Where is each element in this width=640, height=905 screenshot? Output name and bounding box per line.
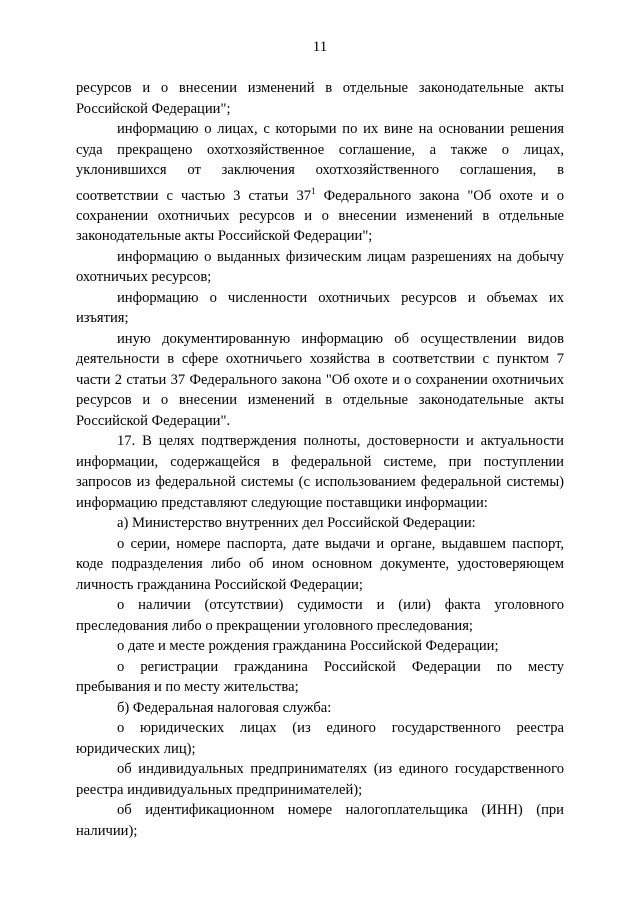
paragraph: о юридических лицах (из единого государственного реестра юридических лиц); [76,720,564,757]
paragraph: информацию о численности охотничьих ресурсов и объемах их изъятия; [76,289,564,327]
paragraph: иную документированную информацию об осуществлении видов деятельности в сфере охотничьего хозяйства в соответствии с пунктом 7 части 2 статьи 37 Федерального закона "Об охоте и о сохранении охотничьих ресурсов и о внесении изменений в отдельные законодательные акты Российской Федерации". [76,330,564,429]
paragraph: информацию о лицах, с которыми по их вине на основании решения суда прекращено охотхозяйственное соглашение, а также о лицах, уклонившихся от заключения охотхозяйственного соглашения, в соответствии с частью 3 статьи $37^1$ Федерального закона "Об охоте и о сохранении охотничьих ресурсов и о внесении изменений в отдельные законодательные акты Российской Федерации"; [76,121,565,245]
paragraph: о наличии (отсутствии) судимости и (или) факта уголовного преследования либо о прекращении уголовного преследования; [76,597,564,634]
page-number: 11 [312,39,328,55]
paragraph: о серии, номере паспорта, дате выдачи и органе, выдавшем паспорт, коде подразделения либо об ином основном документе, удостоверяющем личность гражданина Российской Федерации; [76,535,564,593]
body-text [76,78,564,841]
paragraph: б) Федеральная налоговая служба: [117,699,332,716]
paragraph: об индивидуальных предпринимателях (из единого государственного реестра индивидуальных предпринимателей); [76,761,564,798]
paragraph: о регистрации гражданина Российской Федерации по месту пребывания и по месту жительства; [76,658,564,696]
paragraph: о дате и месте рождения гражданина Российской Федерации; [117,638,499,655]
paragraph: об идентификационном номере налогоплательщика (ИНН) (при наличии); [76,802,564,839]
paragraph: информацию о выданных физическим лицам разрешениях на добычу охотничьих ресурсов; [76,248,564,286]
paragraph: 17. В целях подтверждения полноты, достоверности и актуальности информации, содержащейся в федеральной системе, при поступлении запросов из федеральной системы (с использованием федеральной системы) информацию представляют следующие поставщики информации: [76,433,564,511]
footnote-superscript: 1 [311,185,316,196]
paragraph: ресурсов и о внесении изменений в отдельные законодательные акты Российской Федерации"; [76,80,564,117]
paragraph: а) Министерство внутренних дел Российской Федерации: [117,515,476,532]
